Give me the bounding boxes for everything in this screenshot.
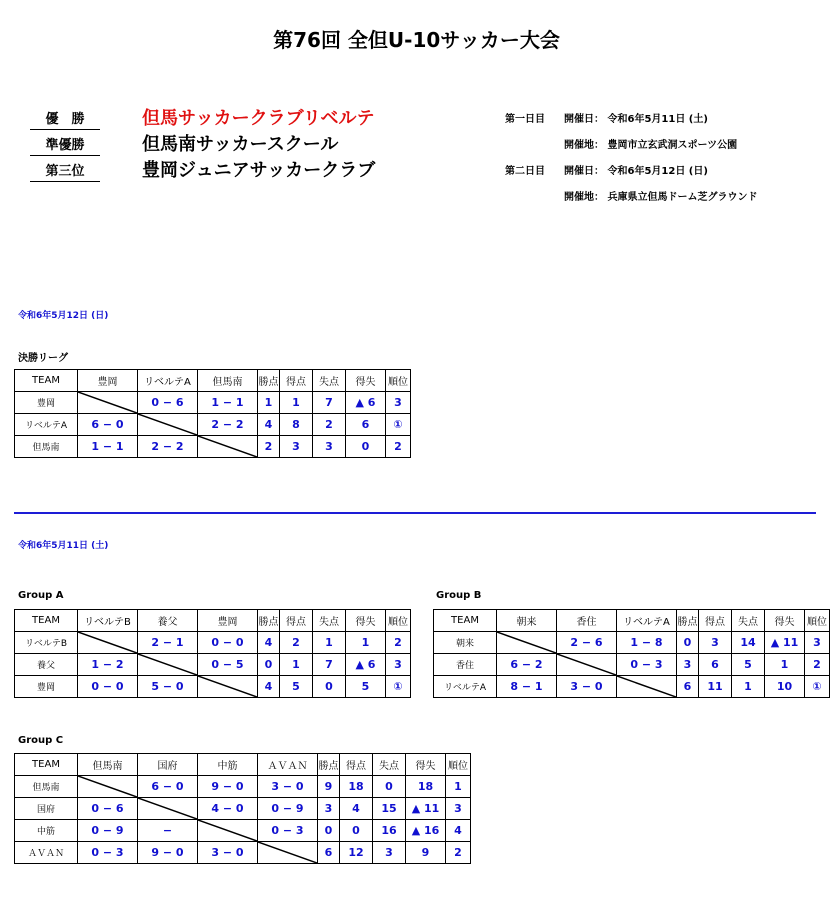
group-c-table	[14, 753, 471, 864]
points-cell: 3	[677, 654, 699, 676]
column-header: 得失	[765, 610, 805, 632]
column-header: 得点	[699, 610, 732, 632]
day2-label: 第二日目	[505, 166, 545, 177]
column-header: 香住	[557, 610, 617, 632]
match-score: 2 − 6	[557, 632, 617, 654]
goal-difference-cell: 0	[346, 436, 386, 458]
table-row	[15, 842, 471, 864]
match-score: 1 − 8	[617, 632, 677, 654]
match-score: 0 − 3	[78, 842, 138, 864]
points-cell: 4	[258, 632, 280, 654]
goal-difference-cell: ▲ 6	[346, 654, 386, 676]
goals-against-cell: 5	[732, 654, 765, 676]
goal-difference-cell: ▲ 6	[346, 392, 386, 414]
winner-label: 優 勝	[30, 108, 100, 130]
column-header: 得点	[280, 370, 313, 392]
rank-cell: 2	[386, 632, 411, 654]
goals-for-cell: 1	[280, 654, 313, 676]
goals-for-cell: 3	[280, 436, 313, 458]
goals-against-cell: 3	[373, 842, 406, 864]
goal-difference-cell: 6	[346, 414, 386, 436]
points-cell: 3	[318, 798, 340, 820]
goal-difference-cell: 1	[346, 632, 386, 654]
day1-label: 第一日目	[505, 114, 545, 125]
rank-cell: 3	[386, 654, 411, 676]
match-score: 0 − 0	[78, 676, 138, 698]
group-b-table	[433, 609, 830, 698]
rank-cell: 2	[446, 842, 471, 864]
points-cell: 1	[258, 392, 280, 414]
date-day2: 令和6年5月12日 (日)	[18, 311, 109, 321]
column-header: リベルテA	[617, 610, 677, 632]
table-row	[15, 632, 411, 654]
goals-against-cell: 1	[732, 676, 765, 698]
column-header: 勝点	[258, 370, 280, 392]
team-name: 朝来	[434, 632, 497, 654]
goals-for-cell: 2	[280, 632, 313, 654]
match-score: 0 − 5	[198, 654, 258, 676]
goals-for-cell: 0	[340, 820, 373, 842]
match-score: 5 − 0	[138, 676, 198, 698]
points-cell: 6	[318, 842, 340, 864]
table-row	[15, 798, 471, 820]
points-cell: 9	[318, 776, 340, 798]
header-row	[15, 610, 411, 632]
table-row	[434, 632, 830, 654]
points-cell: 0	[318, 820, 340, 842]
match-score: 0 − 0	[198, 632, 258, 654]
self-match-cell	[78, 392, 138, 414]
match-score: 6 − 0	[138, 776, 198, 798]
match-score: 1 − 1	[78, 436, 138, 458]
table-row	[15, 820, 471, 842]
column-header: 朝来	[497, 610, 557, 632]
column-header: 失点	[732, 610, 765, 632]
match-score: 0 − 3	[617, 654, 677, 676]
column-header: TEAM	[15, 610, 78, 632]
points-cell: 2	[258, 436, 280, 458]
column-header: 中筋	[198, 754, 258, 776]
team-name: 香住	[434, 654, 497, 676]
goals-for-cell: 6	[699, 654, 732, 676]
winner-team: 但馬サッカークラブリベルテ	[142, 108, 375, 129]
goals-against-cell: 3	[313, 436, 346, 458]
goals-for-cell: 11	[699, 676, 732, 698]
match-score: 0 − 9	[258, 798, 318, 820]
rank-cell: 2	[386, 436, 411, 458]
column-header: 但馬南	[78, 754, 138, 776]
runner-up-team: 但馬南サッカースクール	[142, 134, 339, 155]
table-row	[15, 392, 411, 414]
column-header: 勝点	[318, 754, 340, 776]
team-name: 豊岡	[15, 676, 78, 698]
goals-for-cell: 18	[340, 776, 373, 798]
match-score: 3 − 0	[198, 842, 258, 864]
match-score: 4 − 0	[198, 798, 258, 820]
table-row	[15, 414, 411, 436]
self-match-cell	[617, 676, 677, 698]
table-row	[15, 654, 411, 676]
match-score: 9 − 0	[138, 842, 198, 864]
runner-up-label: 準優勝	[30, 134, 100, 156]
self-match-cell	[78, 632, 138, 654]
group-a-table	[14, 609, 411, 698]
self-match-cell	[198, 820, 258, 842]
self-match-cell	[198, 436, 258, 458]
column-header: 国府	[138, 754, 198, 776]
match-score: 3 − 0	[557, 676, 617, 698]
self-match-cell	[78, 776, 138, 798]
match-score: 0 − 6	[78, 798, 138, 820]
team-name: 中筋	[15, 820, 78, 842]
table-row	[15, 436, 411, 458]
goals-against-cell: 0	[313, 676, 346, 698]
goals-against-cell: 7	[313, 654, 346, 676]
column-header: 豊岡	[198, 610, 258, 632]
match-score: 6 − 2	[497, 654, 557, 676]
final-league-title: 決勝リーグ	[18, 353, 68, 364]
match-score: 2 − 2	[198, 414, 258, 436]
self-match-cell	[258, 842, 318, 864]
column-header: ＡＶＡＮ	[258, 754, 318, 776]
column-header: 失点	[313, 370, 346, 392]
table-row	[434, 654, 830, 676]
day2-date: 開催日： 令和6年5月12日 (日)	[564, 166, 708, 177]
points-cell: 4	[258, 414, 280, 436]
rank-cell: 4	[446, 820, 471, 842]
goal-difference-cell: 18	[406, 776, 446, 798]
goals-for-cell: 5	[280, 676, 313, 698]
column-header: 得点	[280, 610, 313, 632]
column-header: 順位	[386, 610, 411, 632]
goals-against-cell: 2	[313, 414, 346, 436]
table-row	[434, 676, 830, 698]
page-title: 第76回 全但U-10サッカー大会	[273, 28, 560, 52]
column-header: 勝点	[258, 610, 280, 632]
day2-venue: 開催地： 兵庫県立但馬ドーム芝グラウンド	[564, 192, 758, 203]
points-cell: 0	[677, 632, 699, 654]
goal-difference-cell: 10	[765, 676, 805, 698]
rank-cell: ①	[386, 676, 411, 698]
team-name: 国府	[15, 798, 78, 820]
day1-venue: 開催地： 豊岡市立玄武洞スポーツ公園	[564, 140, 738, 151]
team-name: ＡＶＡＮ	[15, 842, 78, 864]
match-score: 0 − 3	[258, 820, 318, 842]
match-score: 3 − 0	[258, 776, 318, 798]
group-a-title: Group A	[18, 590, 64, 601]
column-header: リベルテA	[138, 370, 198, 392]
column-header: 失点	[373, 754, 406, 776]
goals-for-cell: 1	[280, 392, 313, 414]
column-header: 得失	[346, 370, 386, 392]
column-header: 失点	[313, 610, 346, 632]
match-score: −	[138, 820, 198, 842]
rank-cell: 3	[386, 392, 411, 414]
rank-cell: ①	[805, 676, 830, 698]
goal-difference-cell: 5	[346, 676, 386, 698]
goal-difference-cell: 1	[765, 654, 805, 676]
goals-for-cell: 12	[340, 842, 373, 864]
points-cell: 4	[258, 676, 280, 698]
group-c-title: Group C	[18, 735, 64, 746]
header-row	[15, 370, 411, 392]
team-name: リベルテA	[434, 676, 497, 698]
header-row	[434, 610, 830, 632]
match-score: 8 − 1	[497, 676, 557, 698]
match-score: 6 − 0	[78, 414, 138, 436]
column-header: 豊岡	[78, 370, 138, 392]
rank-cell: 2	[805, 654, 830, 676]
team-name: リベルテA	[15, 414, 78, 436]
column-header: 勝点	[677, 610, 699, 632]
day1-date: 開催日： 令和6年5月11日 (土)	[564, 114, 708, 125]
third-place-label: 第三位	[30, 160, 100, 182]
self-match-cell	[198, 676, 258, 698]
table-row	[15, 676, 411, 698]
goal-difference-cell: ▲ 11	[406, 798, 446, 820]
points-cell: 6	[677, 676, 699, 698]
column-header: 養父	[138, 610, 198, 632]
column-header: 但馬南	[198, 370, 258, 392]
section-divider	[14, 512, 816, 514]
match-score: 1 − 1	[198, 392, 258, 414]
team-name: 養父	[15, 654, 78, 676]
column-header: リベルテB	[78, 610, 138, 632]
goals-for-cell: 8	[280, 414, 313, 436]
goals-for-cell: 3	[699, 632, 732, 654]
goal-difference-cell: 9	[406, 842, 446, 864]
header-row	[15, 754, 471, 776]
self-match-cell	[557, 654, 617, 676]
column-header: TEAM	[434, 610, 497, 632]
column-header: TEAM	[15, 370, 78, 392]
column-header: 得点	[340, 754, 373, 776]
date-day1: 令和6年5月11日 (土)	[18, 541, 109, 551]
column-header: TEAM	[15, 754, 78, 776]
team-name: 但馬南	[15, 776, 78, 798]
table-row	[15, 776, 471, 798]
final-league-table	[14, 369, 411, 458]
self-match-cell	[138, 654, 198, 676]
goals-against-cell: 16	[373, 820, 406, 842]
team-name: 豊岡	[15, 392, 78, 414]
goals-against-cell: 7	[313, 392, 346, 414]
rank-cell: 3	[446, 798, 471, 820]
goal-difference-cell: ▲ 11	[765, 632, 805, 654]
goals-against-cell: 14	[732, 632, 765, 654]
group-b-title: Group B	[436, 590, 482, 601]
goals-against-cell: 0	[373, 776, 406, 798]
match-score: 9 − 0	[198, 776, 258, 798]
self-match-cell	[138, 414, 198, 436]
match-score: 1 − 2	[78, 654, 138, 676]
self-match-cell	[497, 632, 557, 654]
column-header: 順位	[446, 754, 471, 776]
match-score: 0 − 6	[138, 392, 198, 414]
rank-cell: ①	[386, 414, 411, 436]
goals-against-cell: 15	[373, 798, 406, 820]
goals-against-cell: 1	[313, 632, 346, 654]
match-score: 2 − 1	[138, 632, 198, 654]
column-header: 得失	[406, 754, 446, 776]
third-place-team: 豊岡ジュニアサッカークラブ	[142, 160, 376, 181]
column-header: 得失	[346, 610, 386, 632]
match-score: 2 − 2	[138, 436, 198, 458]
team-name: 但馬南	[15, 436, 78, 458]
points-cell: 0	[258, 654, 280, 676]
team-name: リベルテB	[15, 632, 78, 654]
goals-for-cell: 4	[340, 798, 373, 820]
goal-difference-cell: ▲ 16	[406, 820, 446, 842]
column-header: 順位	[805, 610, 830, 632]
rank-cell: 1	[446, 776, 471, 798]
column-header: 順位	[386, 370, 411, 392]
rank-cell: 3	[805, 632, 830, 654]
self-match-cell	[138, 798, 198, 820]
match-score: 0 − 9	[78, 820, 138, 842]
